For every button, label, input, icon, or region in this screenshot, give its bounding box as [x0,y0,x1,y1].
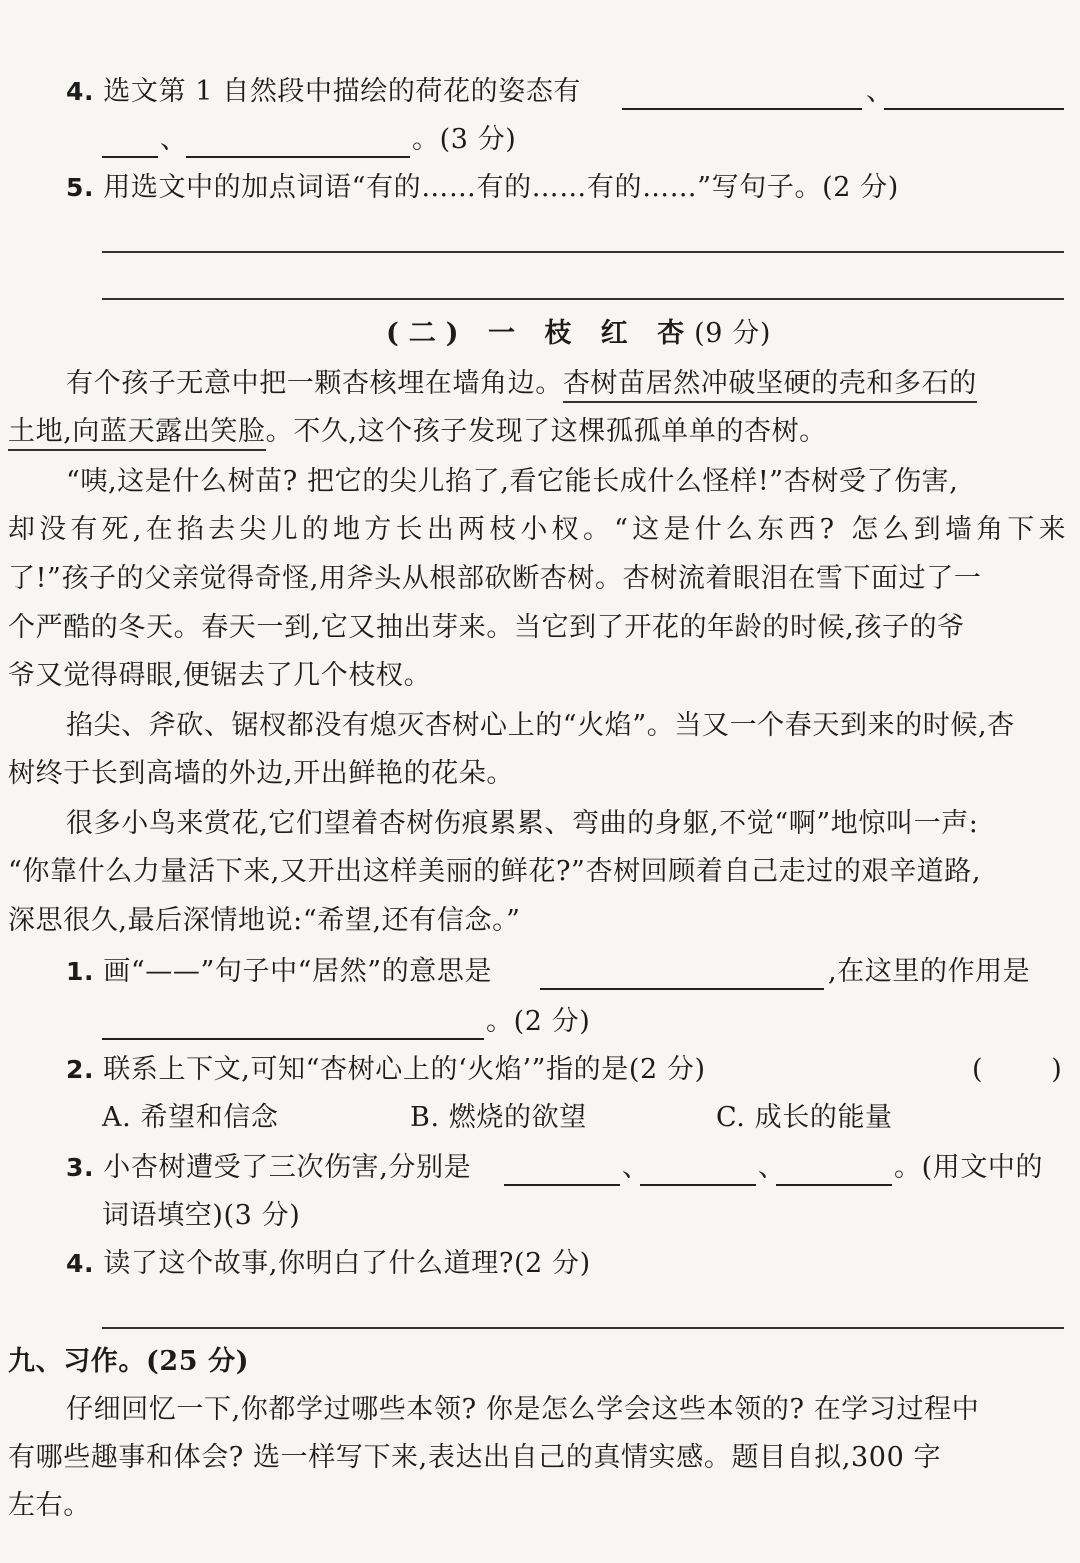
paragraph-line: “你靠什么力量活下来,又开出这样美丽的鲜花?”杏树回顾着自己走过的艰辛道路, [8,856,982,887]
section-heading: 九、习作。(25 分) [8,1346,250,1377]
answer-paren[interactable]: ( ) [972,1054,1062,1085]
question-text: 画“——”句子中“居然”的意思是 [103,956,493,987]
paragraph-line: 爷又觉得碍眼,便锯去了几个枝杈。 [8,660,432,691]
answer-blank[interactable] [776,1156,892,1186]
answer-blank[interactable] [622,80,862,110]
question-text: 。(用文中的 [894,1152,1044,1183]
paragraph-line [8,412,827,452]
paragraph-line: 树终于长到高墙的外边,开出鲜艳的花朵。 [8,758,514,789]
answer-line[interactable] [102,298,1064,300]
question-number: 1. [66,957,95,986]
answer-blank[interactable] [884,80,1064,110]
question-2 [66,1050,706,1090]
separator: 、 [622,1152,650,1183]
answer-blank[interactable] [186,128,410,158]
question-text: 词语填空)(3 分) [102,1200,301,1231]
answer-blank[interactable] [102,128,158,158]
question-3 [66,1148,471,1188]
paragraph-line: 却没有死,在掐去尖儿的地方长出两枝小杈。“这是什么东西? 怎么到墙角下来 [8,514,1070,545]
answer-blank[interactable] [504,1156,620,1186]
option-c[interactable]: C. 成长的能量 [716,1102,893,1133]
underlined-sentence: 杏树苗居然冲破坚硬的壳和多石的 [563,368,977,403]
title-text: (二) 一 枝 红 杏 [386,318,695,349]
paragraph-line: 掐尖、斧砍、锯杈都没有熄灭杏树心上的“火焰”。当又一个春天到来的时候,杏 [66,710,1015,741]
question-4b [66,1244,591,1284]
option-b[interactable]: B. 燃烧的欲望 [410,1102,587,1133]
title-score: (9 分) [694,318,771,349]
paragraph-line: 深思很久,最后深情地说:“希望,还有信念。” [8,905,521,936]
paragraph-line: 很多小鸟来赏花,它们望着杏树伤痕累累、弯曲的身躯,不觉“啊”地惊叫一声: [66,808,979,839]
paragraph-line: 仔细回忆一下,你都学过哪些本领? 你是怎么学会这些本领的? 在学习过程中 [66,1394,980,1425]
question-text: 小杏树遭受了三次伤害,分别是 [103,1152,472,1183]
paragraph-line: 左右。 [8,1490,91,1521]
paragraph-line: 有哪些趣事和体会? 选一样写下来,表达出自己的真情实感。题目自拟,300 字 [8,1442,942,1473]
question-number: 5. [66,173,95,202]
answer-blank[interactable] [640,1156,756,1186]
question-4 [66,72,581,112]
paragraph-line: “咦,这是什么树苗? 把它的尖儿掐了,看它能长成什么怪样!”杏树受了伤害, [66,466,959,497]
para-text: 有个孩子无意中把一颗杏核埋在墙角边。 [66,368,563,399]
score-label: 。(3 分) [412,124,517,155]
question-5 [66,168,899,208]
answer-line[interactable] [102,1327,1064,1329]
paragraph-line [66,364,977,404]
section-title [386,314,771,354]
answer-line[interactable] [102,251,1064,253]
answer-blank[interactable] [540,960,824,990]
question-1 [66,952,492,992]
question-text: 联系上下文,可知“杏树心上的‘火焰’”指的是(2 分) [103,1054,706,1085]
score-label: 。(2 分) [486,1006,591,1037]
question-number: 3. [66,1153,95,1182]
para-text: 。不久,这个孩子发现了这棵孤孤单单的杏树。 [265,416,827,447]
underlined-sentence: 土地,向蓝天露出笑脸 [8,416,266,451]
separator: 、 [758,1152,786,1183]
option-a[interactable]: A. 希望和信念 [102,1102,279,1133]
paragraph-line: 了!”孩子的父亲觉得奇怪,用斧头从根部砍断杏树。杏树流着眼泪在雪下面过了一 [8,563,982,594]
question-text: 用选文中的加点词语“有的……有的……有的……”写句子。(2 分) [103,172,899,203]
separator: 、 [866,76,894,107]
question-number: 4. [66,1249,95,1278]
question-text: 读了这个故事,你明白了什么道理?(2 分) [103,1248,591,1279]
separator: 、 [160,124,188,155]
answer-blank[interactable] [102,1010,484,1040]
question-text: ,在这里的作用是 [828,956,1031,987]
question-text: 选文第 1 自然段中描绘的荷花的姿态有 [103,76,582,107]
question-number: 4. [66,77,95,106]
question-number: 2. [66,1055,95,1084]
paragraph-line: 个严酷的冬天。春天一到,它又抽出芽来。当它到了开花的年龄的时候,孩子的爷 [8,612,965,643]
